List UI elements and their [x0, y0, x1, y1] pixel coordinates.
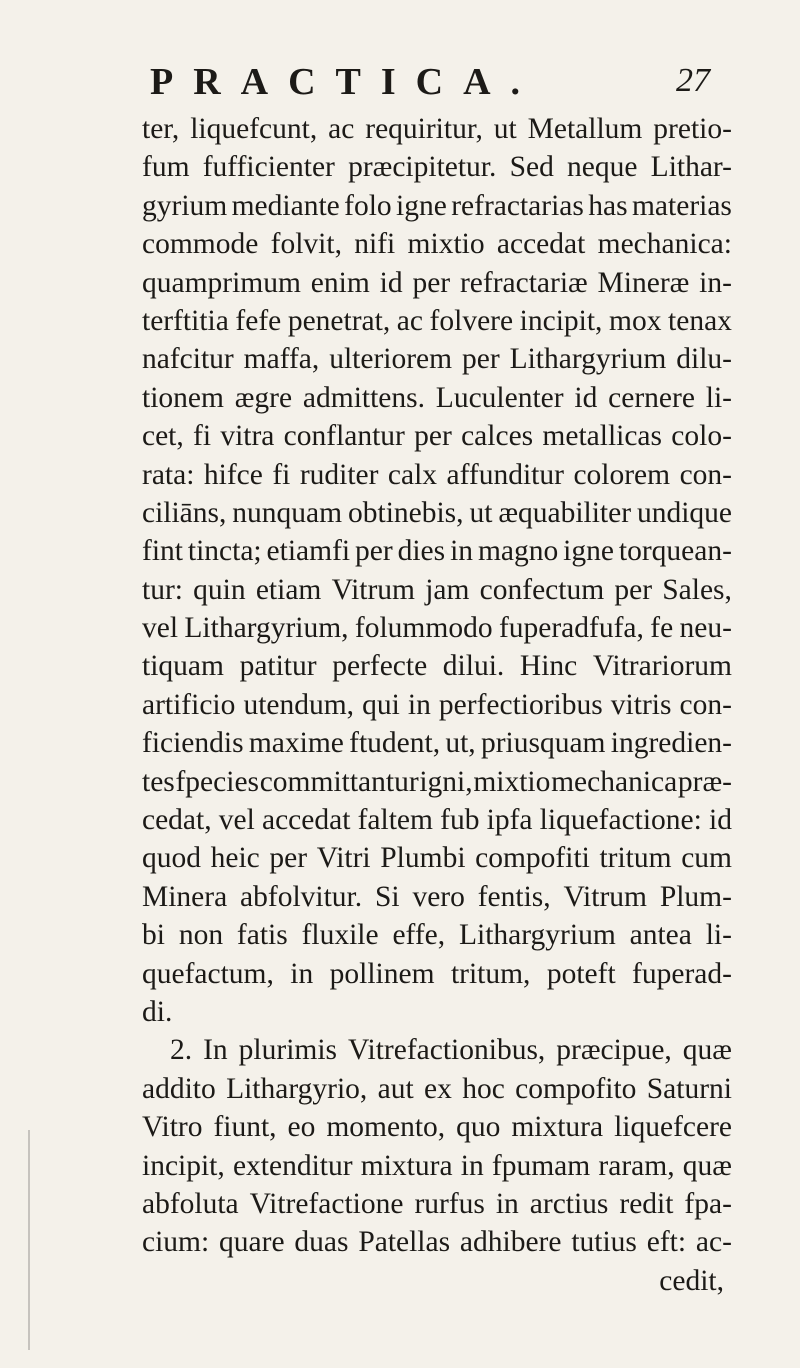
text-line: cet, fi vitra conflantur per calces metallicas colo- — [142, 420, 732, 453]
margin-mark — [28, 1130, 30, 1350]
text-line: vel Lithargyrium, folummodo fuperadfufa, fe neu- — [142, 612, 732, 645]
text-line: tes fpecies committantur igni, mixtio mechanica præ- — [142, 765, 732, 798]
text-line: terftitia fefe penetrat, ac folvere incipit, mox tenax — [142, 304, 732, 337]
text-line: abfoluta Vitrefactione rurfus in arctius redit fpa- — [142, 1187, 732, 1220]
text-line: quod heic per Vitri Plumbi compofiti tritum cum — [142, 842, 732, 875]
text-line: ficiendis maxime ftudent, ut, priusquam ingredien- — [142, 727, 732, 760]
text-line: gyrium mediante folo igne refractarias has materias — [142, 189, 732, 222]
text-line: quefactum, in pollinem tritum, poteft fuperad- — [142, 957, 732, 990]
text-line: di. — [142, 995, 173, 1028]
page-number: 27 — [676, 62, 710, 99]
text-line: ter, liquefcunt, ac requiritur, ut Metallum pretio- — [142, 113, 732, 145]
text-line: fum fufficienter præcipitetur. Sed neque Lithar- — [142, 151, 732, 184]
text-line: tiquam patitur perfecte dilui. Hinc Vitrariorum — [142, 650, 732, 683]
text-line: incipit, extenditur mixtura in fpumam raram, quæ — [142, 1149, 732, 1182]
text-line: quamprimum enim id per refractariæ Mineræ in- — [142, 266, 732, 299]
text-line: cedat, vel accedat faltem fub ipfa liquefactione: id — [142, 804, 732, 837]
catchword: cedit, — [659, 1264, 724, 1297]
page-header — [150, 60, 710, 110]
text-line: artificio utendum, qui in perfectioribus vitris con- — [142, 688, 732, 721]
text-line: tionem ægre admittens. Luculenter id cernere li- — [142, 381, 732, 414]
text-line: 2. In plurimis Vitrefactionibus, præcipue, quæ — [170, 1034, 732, 1067]
text-line: bi non fatis fluxile effe, Lithargyrium antea li- — [142, 919, 732, 952]
body-text — [142, 110, 732, 1300]
text-line: Minera abfolvitur. Si vero fentis, Vitrum Plum- — [142, 880, 732, 913]
text-line: rata: hifce fi ruditer calx affunditur colorem con- — [142, 458, 732, 491]
text-line: commode folvit, nifi mixtio accedat mechanica: — [142, 228, 732, 261]
text-line: tur: quin etiam Vitrum jam confectum per Sales, — [142, 573, 732, 606]
text-line: addito Lithargyrio, aut ex hoc compofito Saturni — [142, 1072, 732, 1105]
text-line: cium: quare duas Patellas adhibere tutius eft: ac- — [142, 1226, 732, 1259]
text-line: nafcitur maffa, ulteriorem per Lithargyrium dilu- — [142, 343, 732, 376]
text-line: Vitro fiunt, eo momento, quo mixtura liquefcere — [142, 1111, 732, 1144]
text-line: ciliāns, nunquam obtinebis, ut æquabiliter undique — [142, 496, 732, 529]
text-line: fint tincta; etiamfi per dies in magno igne torquean- — [142, 535, 732, 568]
running-title: PRACTICA. — [150, 61, 541, 103]
